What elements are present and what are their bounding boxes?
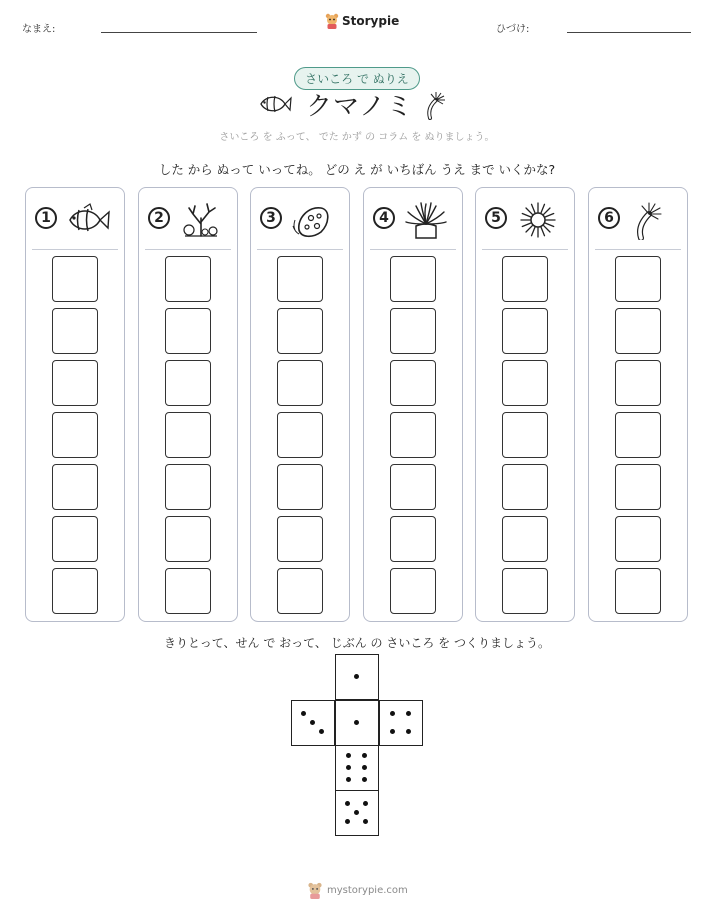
column-1	[25, 187, 125, 622]
bear-mascot-icon	[307, 882, 323, 899]
coloring-cell	[52, 308, 98, 354]
coloring-cell	[502, 464, 548, 510]
cut-instruction-text: きりとって、せん で おって、 じぶん の さいころ を つくりましょう。	[164, 636, 550, 650]
dice-pip	[354, 674, 359, 679]
dice-face-3	[291, 700, 335, 746]
instruction-text: した から ぬって いってね。 どの え が いちばん うえ まで いくかな?	[158, 162, 556, 177]
coloring-cell	[502, 308, 548, 354]
date-label: ひづけ:	[496, 24, 530, 35]
coloring-cell	[615, 256, 661, 302]
coloring-cell	[165, 568, 211, 614]
date-line	[567, 32, 691, 33]
worksheet-type-badge: さいころ で ぬりえ	[294, 67, 420, 90]
coloring-cell	[390, 360, 436, 406]
column-number: 2	[148, 207, 170, 229]
column-3	[250, 187, 350, 622]
coloring-cell	[165, 256, 211, 302]
brand-logo	[325, 13, 399, 29]
dice-pip	[362, 765, 367, 770]
coloring-cell	[615, 464, 661, 510]
column-divider	[370, 249, 456, 250]
dice-pip	[362, 753, 367, 758]
dice-pip	[345, 819, 350, 824]
coloring-cell	[390, 308, 436, 354]
brand-name: Storypie	[342, 14, 400, 28]
page-subtitle: さいころ を ふって、 でた かず の コラム を ぬりましょう。	[219, 132, 495, 143]
name-line	[101, 32, 257, 33]
dice-pip	[363, 801, 368, 806]
dice-pip	[346, 777, 351, 782]
dice-face-1	[335, 700, 379, 746]
clownfish-icon	[258, 92, 292, 116]
coloring-cell	[502, 568, 548, 614]
dice-pip	[354, 720, 359, 725]
column-number: 1	[35, 207, 57, 229]
dice-pip	[310, 720, 315, 725]
coloring-cell	[615, 516, 661, 562]
coloring-cell	[165, 516, 211, 562]
dice-pip	[346, 765, 351, 770]
name-label: なまえ:	[22, 24, 56, 35]
dice-pip	[390, 729, 395, 734]
column-divider	[145, 249, 231, 250]
footer	[307, 882, 408, 899]
coloring-cell	[390, 412, 436, 458]
coloring-cell	[52, 568, 98, 614]
clownfish-icon	[64, 200, 112, 240]
column-5	[475, 187, 575, 622]
coloring-cell	[502, 412, 548, 458]
coloring-cell	[390, 464, 436, 510]
dice-pip	[406, 729, 411, 734]
dice-face-6	[335, 745, 379, 791]
column-divider	[257, 249, 343, 250]
column-divider	[32, 249, 118, 250]
coloring-cell	[52, 464, 98, 510]
column-number: 6	[598, 207, 620, 229]
coloring-cell	[502, 360, 548, 406]
dice-pip	[362, 777, 367, 782]
sea-urchin-icon	[514, 200, 562, 240]
coloring-cell	[615, 308, 661, 354]
column-number: 4	[373, 207, 395, 229]
dice-pip	[301, 711, 306, 716]
coloring-cell	[52, 360, 98, 406]
coloring-cell	[615, 412, 661, 458]
coloring-cell	[52, 516, 98, 562]
dice-pip	[346, 753, 351, 758]
coloring-cell	[52, 412, 98, 458]
dice-face-4	[379, 700, 423, 746]
column-2	[138, 187, 238, 622]
dice-pip	[345, 801, 350, 806]
coloring-cell	[165, 412, 211, 458]
tube-worm-icon	[627, 200, 675, 240]
sponge-icon	[289, 200, 337, 240]
column-6	[588, 187, 688, 622]
column-divider	[482, 249, 568, 250]
sea-anemone-icon	[402, 200, 450, 240]
coloring-cell	[502, 256, 548, 302]
dice-face-5	[335, 790, 379, 836]
dice-pip	[319, 729, 324, 734]
coloring-cell	[277, 256, 323, 302]
coloring-cell	[390, 516, 436, 562]
column-number: 5	[485, 207, 507, 229]
dice-face-1	[335, 654, 379, 700]
coloring-cell	[165, 360, 211, 406]
coloring-cell	[390, 256, 436, 302]
coloring-cell	[502, 516, 548, 562]
coloring-cell	[165, 308, 211, 354]
coloring-cell	[277, 360, 323, 406]
coloring-cell	[52, 256, 98, 302]
column-4	[363, 187, 463, 622]
coloring-cell	[277, 412, 323, 458]
dice-pip	[406, 711, 411, 716]
bear-mascot-icon	[325, 13, 339, 29]
coloring-cell	[277, 568, 323, 614]
coloring-cell	[277, 516, 323, 562]
coloring-cell	[165, 464, 211, 510]
footer-url: mystorypie.com	[327, 885, 408, 896]
dice-pip	[363, 819, 368, 824]
dice-pip	[354, 810, 359, 815]
coloring-cell	[390, 568, 436, 614]
coloring-cell	[277, 464, 323, 510]
coloring-cell	[615, 360, 661, 406]
coral-icon	[177, 200, 225, 240]
page-title: クマノミ	[306, 92, 414, 122]
tube-worm-icon	[424, 90, 450, 120]
dice-pip	[390, 711, 395, 716]
coloring-cell	[277, 308, 323, 354]
coloring-cell	[615, 568, 661, 614]
column-divider	[595, 249, 681, 250]
column-number: 3	[260, 207, 282, 229]
